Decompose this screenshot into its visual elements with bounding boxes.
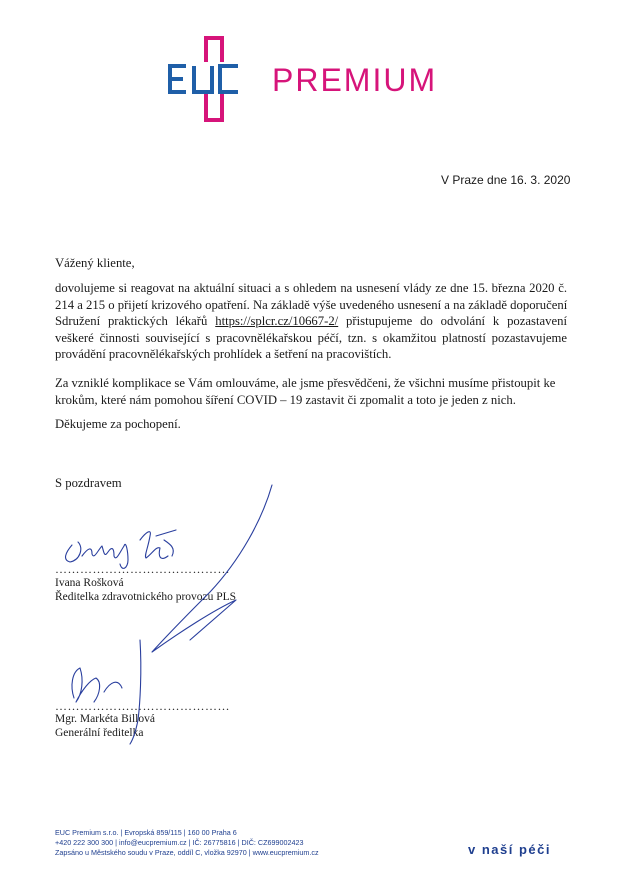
euc-premium-logo (150, 34, 470, 126)
splcr-link[interactable]: https://splcr.cz/10667-2/ (215, 314, 339, 328)
paragraph-1-line-with-link (55, 313, 567, 330)
paragraph-2 (55, 375, 567, 408)
footer-line: Zapsáno u Městského soudu v Praze, oddíl C, vložka 92970 | www.eucpremium.cz (55, 848, 319, 857)
signatory-name: Mgr. Markéta Billová (55, 713, 155, 725)
signatory-name: Ivana Rošková (55, 577, 124, 589)
signatory-title: Generální ředitelka (55, 727, 144, 739)
signature-2-scribble (72, 668, 122, 702)
footer-line: +420 222 300 300 | info@eucpremium.cz | IČ: 26775816 | DIČ: CZ699002423 (55, 838, 304, 847)
paragraph-1-line: provádění pracovnělékařských prohlídek a šetření na pracovištích. (55, 347, 392, 361)
paragraph-2-line: krokům, které nám pomohou šíření COVID – 19 zastavit či zpomalit a toto je jeden z nich. (55, 392, 516, 407)
closing: S pozdravem (55, 476, 122, 490)
signature-1-initials (140, 530, 176, 558)
signature-line: …………………………………… (55, 562, 230, 576)
paragraph-1-text: přistupujeme do odvolání k pozastavení (346, 314, 567, 328)
signatory-title: Ředitelka zdravotnického provozu PLS (55, 591, 237, 603)
paragraph-1-line: 214 a 215 o přijetí krizového opatření. Na základě výše uvedeného usnesení a na základě doporučení (55, 297, 568, 312)
logo-brand-text: PREMIUM (272, 62, 438, 98)
paragraph-1-line: veškeré činnosti související s pracovnělékařskou péčí, tzn. s okamžitou platností pozastavujeme (55, 330, 567, 345)
letter-date: V Praze dne 16. 3. 2020 (441, 173, 571, 187)
footer-company-info (55, 828, 319, 858)
signature-line: …………………………………… (55, 699, 230, 713)
greeting: Vážený kliente, (55, 256, 135, 270)
paragraph-2-line: Za vzniklé komplikace se Vám omlouváme, ale jsme přesvědčeni, že všichni musíme přistoupit ke (55, 376, 556, 390)
footer-line: EUC Premium s.r.o. | Evropská 859/115 | 160 00 Praha 6 (55, 828, 237, 837)
footer-slogan: v naší péči (468, 842, 551, 857)
paragraph-1 (55, 280, 567, 363)
paragraph-1-line: dovolujeme si reagovat na aktuální situaci a s ohledem na usnesení vlády ze dne 15. března 2020 č. (55, 281, 567, 295)
paragraph-3: Děkujeme za pochopení. (55, 417, 181, 431)
paragraph-1-text: Sdružení praktických lékařů (55, 314, 208, 328)
